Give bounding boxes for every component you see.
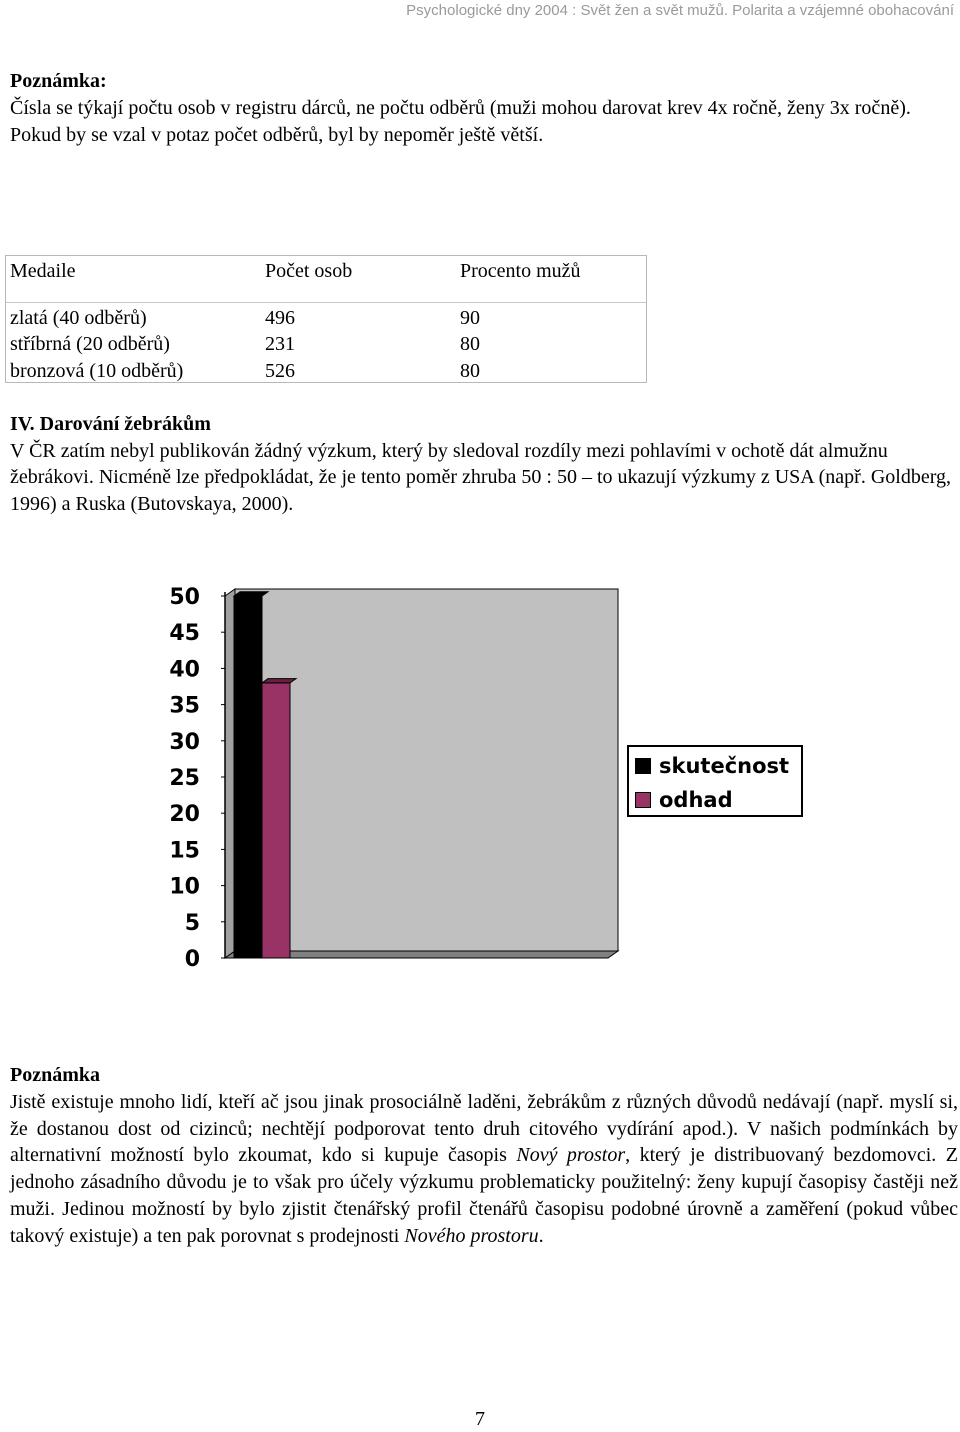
- table-cell: 80: [460, 360, 480, 382]
- bar-top-odhad: [262, 679, 296, 683]
- table-header-pocet: Počet osob: [265, 260, 353, 282]
- section-heading: IV. Darování žebrákům: [10, 413, 211, 435]
- note-body: Čísla se týkají počtu osob v registru dárců, ne počtu odběrů (muži mohou darovat krev 4x ročně, ženy 3x ročně). Pokud by se vzal v potaz počet odběrů, byl by nepoměr ještě větší.: [10, 97, 911, 146]
- y-tick-label: 40: [169, 657, 200, 683]
- y-tick-label: 0: [184, 947, 200, 972]
- plot-back-wall: [235, 589, 618, 951]
- table-cell: 526: [265, 360, 295, 382]
- chart-svg: [160, 585, 630, 980]
- table-cell: 496: [265, 307, 295, 329]
- y-tick-label: 5: [184, 910, 200, 936]
- legend-swatch-skutecnost: [635, 758, 651, 774]
- note2-title: Poznámka: [10, 1064, 100, 1086]
- table-header-procento: Procento mužů: [460, 260, 581, 282]
- y-tick-label: 50: [169, 585, 200, 610]
- note2-text-1: Jistě existuje mnoho lidí, kteří ač jsou jinak prosociálně laděni, žebrákům z různých důvodů nedávají (např. myslí si, že dostanou dost od cizinců; nechtějí podporovat tento druh citového vydírání apod.). V našich podmínkách by alternativní možností bylo zkoumat, kdo si kupuje časopis: [10, 1090, 958, 1167]
- legend-label-odhad: odhad: [659, 788, 733, 812]
- table-cell: bronzová (10 odběrů): [10, 360, 184, 382]
- bar-odhad: [262, 683, 290, 958]
- y-tick-label: 25: [169, 766, 200, 791]
- bar-chart: [160, 585, 630, 980]
- note2-italic-1: Nový prostor: [516, 1144, 626, 1167]
- y-tick-label: 35: [169, 693, 200, 719]
- note-title: Poznámka:: [10, 70, 107, 92]
- legend-swatch-odhad: [635, 792, 651, 808]
- note2-italic-2: Nového prostoru: [404, 1224, 539, 1247]
- y-tick-label: 20: [169, 802, 200, 828]
- running-header: Psychologické dny 2004 : Svět žen a svět mužů. Polarita a vzájemné obohacování: [406, 2, 954, 19]
- table-header-divider: [6, 302, 646, 303]
- medal-table: [5, 255, 647, 383]
- note2-text-3: .: [538, 1224, 544, 1247]
- note2-text-2: , který je distribuovaný bezdomovci. Z jednoho zásadního důvodu je to však pro účely výzkumu problematicky použitelný: ženy kupují časopisy častěji než muži. Jedinou možností by bylo zjistit čtenářský profil čtenářů časopisu podobné úrovně a zaměření (pokud vůbec takový existuje) a ten pak porovnat s prodejnosti: [10, 1144, 959, 1247]
- page-number: 7: [475, 1408, 485, 1430]
- table-cell: zlatá (40 odběrů): [10, 307, 147, 329]
- legend-label-skutecnost: skutečnost: [659, 754, 790, 778]
- legend-item-skutecnost: [635, 753, 789, 779]
- y-tick-label: 15: [169, 838, 200, 864]
- note-remark: [10, 68, 955, 149]
- table-cell: 231: [265, 333, 295, 355]
- note-remark-2: [10, 1062, 958, 1250]
- y-tick-label: 30: [169, 729, 200, 755]
- table-cell: 80: [460, 333, 480, 355]
- chart-legend: [627, 745, 803, 817]
- y-tick-label: 45: [169, 621, 200, 647]
- table-header-medaile: Medaile: [10, 260, 76, 282]
- note2-body: [10, 1089, 958, 1250]
- section-begging: [10, 411, 958, 517]
- table-cell: 90: [460, 307, 480, 329]
- bar-skutecnost: [234, 596, 262, 958]
- legend-item-odhad: [635, 787, 733, 813]
- bar-top-skutecnost: [234, 592, 268, 596]
- table-cell: stříbrná (20 odběrů): [10, 333, 170, 355]
- y-tick-label: 10: [169, 874, 200, 900]
- section-body: V ČR zatím nebyl publikován žádný výzkum, který by sledoval rozdíly mezi pohlavími v ochotě dát almužnu žebrákovi. Nicméně lze předpokládat, že je tento poměr zhruba 50 : 50 – to ukazují výzkumy z USA (např. Goldberg, 1996) a Ruska (Butovskaya, 2000).: [10, 439, 952, 515]
